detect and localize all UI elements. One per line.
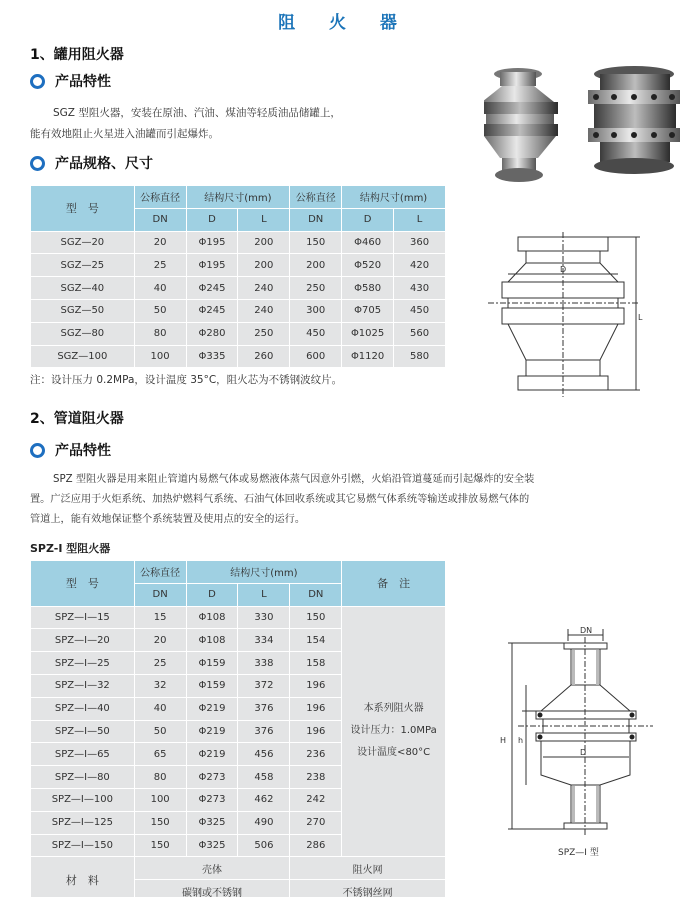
sgz-technical-drawing [488, 232, 648, 412]
table-cell: 450 [394, 299, 446, 322]
material-label: 材 料 [31, 857, 135, 897]
table-cell: 40 [134, 697, 186, 720]
table-cell: 100 [134, 345, 186, 368]
section1-features-label: 产品特性 [55, 74, 111, 90]
table-cell: Φ273 [186, 788, 238, 811]
table-cell: 430 [394, 277, 446, 300]
table-cell: 338 [238, 652, 290, 675]
remarks-line: 设计压力：1.0MPa [350, 725, 437, 737]
table-cell: 250 [290, 277, 342, 300]
sgz-spec-table [30, 185, 446, 368]
table-cell: 150 [290, 231, 342, 254]
table-cell: Φ195 [186, 231, 238, 254]
header-model: 型 号 [31, 561, 135, 607]
table-row [31, 277, 446, 300]
table-cell: SGZ—80 [31, 322, 135, 345]
header-remarks: 备 注 [342, 561, 446, 607]
table-cell: 150 [290, 606, 342, 629]
header-struct-size: 结构尺寸(mm) [186, 561, 342, 584]
table-cell: 600 [290, 345, 342, 368]
header-d: D [342, 208, 394, 231]
drawing-h-lower-label: h [518, 736, 524, 745]
table-cell: 32 [134, 674, 186, 697]
table-cell: 196 [290, 674, 342, 697]
table-cell: 200 [238, 254, 290, 277]
table-cell: 25 [134, 254, 186, 277]
table-cell: 462 [238, 788, 290, 811]
header-nominal-dia: 公称直径 [290, 186, 342, 209]
header-dn: DN [134, 208, 186, 231]
table-cell: 456 [238, 743, 290, 766]
table-cell: 490 [238, 811, 290, 834]
table-cell: 200 [238, 231, 290, 254]
table-cell: SGZ—20 [31, 231, 135, 254]
section1-heading: 1、罐用阻火器 [30, 47, 124, 63]
table-cell: 158 [290, 652, 342, 675]
table-header-row [31, 561, 446, 584]
table-cell: 372 [238, 674, 290, 697]
table-cell: 360 [394, 231, 446, 254]
table-cell: 150 [134, 811, 186, 834]
section1-features-line2: 能有效地阻止火星进入油罐而引起爆炸。 [30, 128, 219, 140]
table-cell: SGZ—25 [31, 254, 135, 277]
header-struct-size: 结构尺寸(mm) [342, 186, 446, 209]
section1-specs-heading [30, 153, 153, 173]
header-d: D [186, 208, 238, 231]
material-row [31, 857, 446, 880]
table-cell: Φ159 [186, 674, 238, 697]
table-row [31, 322, 446, 345]
table-cell: 50 [134, 720, 186, 743]
table-cell: Φ705 [342, 299, 394, 322]
table-cell: Φ580 [342, 277, 394, 300]
section2-features-heading [30, 440, 111, 460]
table-cell: Φ325 [186, 834, 238, 857]
header-model: 型 号 [31, 186, 135, 232]
table-cell: 50 [134, 299, 186, 322]
spz-sub-title: SPZ-I 型阻火器 [30, 542, 111, 555]
material-shell: 壳体 [134, 857, 290, 880]
table-cell: SGZ—40 [31, 277, 135, 300]
table-cell: 20 [134, 629, 186, 652]
table-cell: 238 [290, 766, 342, 789]
circle-bullet-icon [30, 74, 45, 89]
header-dn: DN [134, 583, 186, 606]
table-cell: SPZ—I—80 [31, 766, 135, 789]
table-cell: 420 [394, 254, 446, 277]
table-cell: 236 [290, 743, 342, 766]
table-cell: 334 [238, 629, 290, 652]
table-header-row [31, 186, 446, 209]
section2-heading: 2、管道阻火器 [30, 411, 124, 427]
table-cell: Φ1120 [342, 345, 394, 368]
table-cell: Φ280 [186, 322, 238, 345]
section1-note: 注：设计压力 0.2MPa，设计温度 35°C，阻火芯为不锈钢波纹片。 [30, 374, 343, 386]
table-cell: SPZ—I—15 [31, 606, 135, 629]
spz-spec-table [30, 560, 446, 897]
table-cell: 240 [238, 299, 290, 322]
table-cell: 242 [290, 788, 342, 811]
table-cell: 286 [290, 834, 342, 857]
table-cell: 376 [238, 697, 290, 720]
remarks-cell [342, 606, 446, 857]
table-cell: Φ159 [186, 652, 238, 675]
header-struct-size: 结构尺寸(mm) [186, 186, 290, 209]
table-cell: SPZ—I—32 [31, 674, 135, 697]
table-cell: 25 [134, 652, 186, 675]
table-cell: 560 [394, 322, 446, 345]
table-cell: Φ335 [186, 345, 238, 368]
drawing-d-label: D [580, 748, 587, 757]
section2-features-line1: SPZ 型阻火器是用来阻止管道内易燃气体或易燃液体蒸气因意外引燃，火焰沿管道蔓延而引起爆炸的安全装 [53, 474, 535, 485]
table-cell: 260 [238, 345, 290, 368]
table-cell: Φ1025 [342, 322, 394, 345]
table-cell: 240 [238, 277, 290, 300]
table-cell: 270 [290, 811, 342, 834]
table-cell: SGZ—100 [31, 345, 135, 368]
table-cell: Φ460 [342, 231, 394, 254]
table-cell: 506 [238, 834, 290, 857]
table-cell: SPZ—I—50 [31, 720, 135, 743]
table-row [31, 606, 446, 629]
header-dn: DN [290, 583, 342, 606]
table-cell: 580 [394, 345, 446, 368]
section1-features-line1: SGZ 型阻火器，安装在原油、汽油、煤油等轻质油品储罐上， [53, 107, 341, 119]
header-nominal-dia: 公称直径 [134, 561, 186, 584]
material-core-value: 不锈钢丝网 [290, 880, 446, 897]
page-title: 阻 火 器 [278, 13, 411, 33]
table-cell: 330 [238, 606, 290, 629]
table-cell: Φ219 [186, 720, 238, 743]
table-cell: Φ273 [186, 766, 238, 789]
header-nominal-dia: 公称直径 [134, 186, 186, 209]
tank-flame-arrester-photo [484, 60, 684, 190]
header-dn: DN [290, 208, 342, 231]
section2-features-line2: 置。广泛应用于火炬系统、加热炉燃料气系统、石油气体回收系统或其它易燃气体系统等输送或排放易燃气体的 [30, 494, 530, 505]
table-cell: 458 [238, 766, 290, 789]
table-cell: 196 [290, 697, 342, 720]
table-cell: 15 [134, 606, 186, 629]
table-row [31, 299, 446, 322]
section2-features-line3: 管道上，能有效地保证整个系统装置及使用点的安全的运行。 [30, 514, 306, 525]
remarks-line: 本系列阻火器 [363, 703, 424, 715]
table-cell: 376 [238, 720, 290, 743]
table-cell: SPZ—I—65 [31, 743, 135, 766]
table-cell: SPZ—I—25 [31, 652, 135, 675]
drawing-dn-label: DN [580, 626, 593, 635]
drawing-h-upper-label: H [500, 736, 507, 745]
table-cell: Φ108 [186, 629, 238, 652]
material-core: 阻火网 [290, 857, 446, 880]
section1-specs-label: 产品规格、尺寸 [55, 156, 153, 172]
section2-features-label: 产品特性 [55, 443, 111, 459]
table-cell: 20 [134, 231, 186, 254]
table-cell: 250 [238, 322, 290, 345]
table-cell: 450 [290, 322, 342, 345]
table-cell: 200 [290, 254, 342, 277]
header-l: L [238, 583, 290, 606]
table-row [31, 254, 446, 277]
table-row [31, 345, 446, 368]
table-cell: 300 [290, 299, 342, 322]
table-cell: 150 [134, 834, 186, 857]
drawing-d-label: D [560, 265, 567, 274]
table-cell: 154 [290, 629, 342, 652]
table-cell: 100 [134, 788, 186, 811]
table-cell: 40 [134, 277, 186, 300]
table-cell: SPZ—I—20 [31, 629, 135, 652]
table-cell: Φ108 [186, 606, 238, 629]
spz-technical-drawing [488, 625, 678, 865]
table-cell: SGZ—50 [31, 299, 135, 322]
section1-features-heading [30, 71, 111, 91]
table-cell: 80 [134, 766, 186, 789]
table-cell: Φ245 [186, 299, 238, 322]
remarks-line: 设计温度<80°C [357, 747, 431, 759]
table-cell: 196 [290, 720, 342, 743]
circle-bullet-icon [30, 156, 45, 171]
header-l: L [238, 208, 290, 231]
table-cell: Φ219 [186, 743, 238, 766]
table-cell: SPZ—I—125 [31, 811, 135, 834]
material-shell-value: 碳钢或不锈钢 [134, 880, 290, 897]
table-cell: SPZ—I—40 [31, 697, 135, 720]
table-cell: SPZ—I—150 [31, 834, 135, 857]
circle-bullet-icon [30, 443, 45, 458]
table-cell: Φ245 [186, 277, 238, 300]
table-cell: 80 [134, 322, 186, 345]
header-d: D [186, 583, 238, 606]
table-cell: Φ325 [186, 811, 238, 834]
table-cell: Φ520 [342, 254, 394, 277]
table-cell: SPZ—I—100 [31, 788, 135, 811]
table-row [31, 231, 446, 254]
table-cell: 65 [134, 743, 186, 766]
header-l: L [394, 208, 446, 231]
table-cell: Φ219 [186, 697, 238, 720]
table-cell: Φ195 [186, 254, 238, 277]
drawing-l-label: L [638, 313, 643, 322]
drawing-caption: SPZ—I 型 [558, 848, 599, 858]
